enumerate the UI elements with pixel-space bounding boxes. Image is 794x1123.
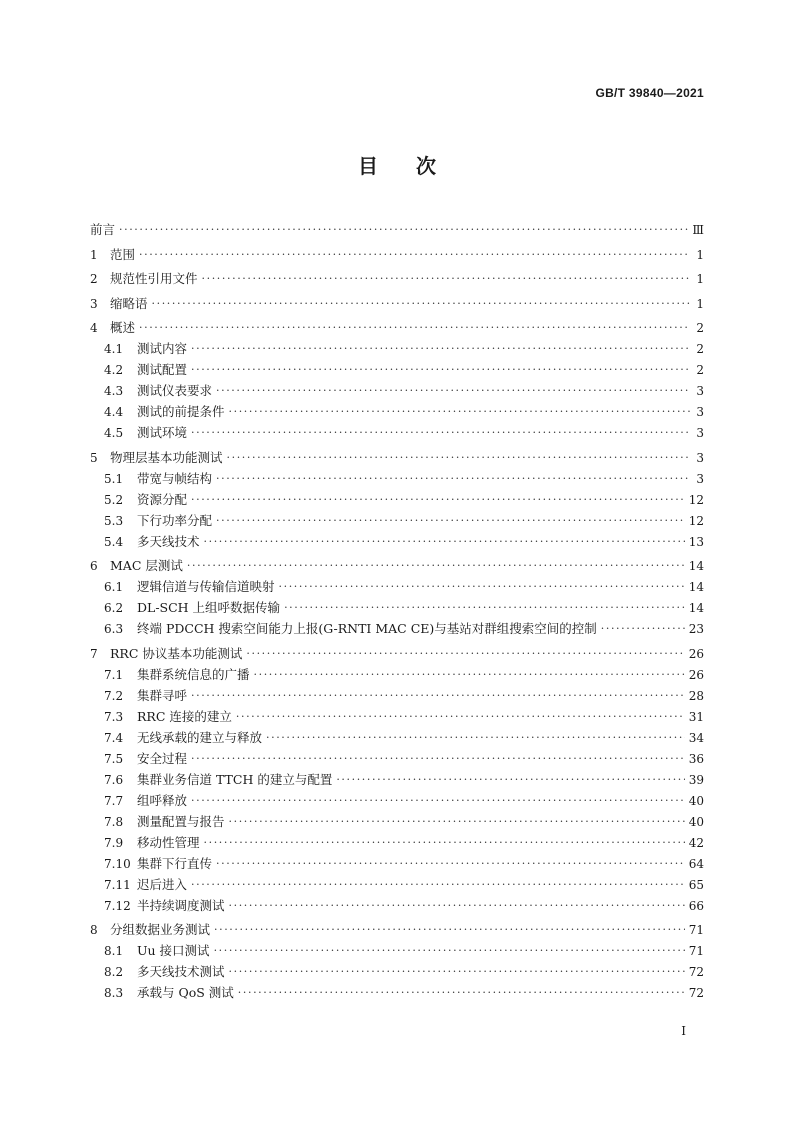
toc-entry[interactable] xyxy=(90,398,704,419)
toc-entry-page: 2 xyxy=(696,321,704,335)
toc-entry-label: 集群系统信息的广播 xyxy=(137,666,250,682)
toc-entry-label: 集群寻呼 xyxy=(137,687,188,703)
dot-leader xyxy=(204,836,685,850)
toc-entry[interactable] xyxy=(90,465,704,486)
toc-entry-number: 5.4 xyxy=(104,534,124,549)
toc-entry-page: 2 xyxy=(696,342,704,356)
toc-entry-label: 前言 xyxy=(90,222,116,237)
toc-entry-label: 测量配置与报告 xyxy=(137,813,225,829)
toc-entry-number: 6.1 xyxy=(104,580,124,594)
toc-entry-number: 7.6 xyxy=(104,772,124,787)
toc-entry-page: 34 xyxy=(688,730,704,745)
dot-leader xyxy=(601,622,685,636)
toc-entry-number: 7.3 xyxy=(104,709,124,724)
toc-entry-label: 终端 PDCCH 搜索空间能力上报(G-RNTI MAC CE)与基站对群组搜索空间的控制 xyxy=(137,621,597,636)
toc-entry-page: 26 xyxy=(688,667,704,682)
toc-entry-label: 半持续调度测试 xyxy=(137,897,225,913)
dot-leader xyxy=(266,731,685,745)
toc-entry-label: 迟后进入 xyxy=(137,876,188,892)
toc-entry-page: 65 xyxy=(688,877,704,892)
dot-leader xyxy=(191,342,690,356)
toc-entry-label: 带宽与帧结构 xyxy=(137,470,213,486)
dot-leader xyxy=(214,944,685,958)
toc-entry[interactable] xyxy=(90,265,704,286)
toc-entry[interactable] xyxy=(90,615,704,636)
toc-entry-label: 测试仪表要求 xyxy=(137,383,213,398)
toc-entry[interactable] xyxy=(90,871,704,892)
toc-entry-page: 72 xyxy=(688,986,704,1000)
toc-entry-page: 3 xyxy=(696,426,704,440)
toc-entry-page: 36 xyxy=(688,751,704,766)
dot-leader xyxy=(229,899,685,913)
dot-leader xyxy=(152,297,690,311)
toc-entry[interactable] xyxy=(90,594,704,615)
toc-entry-page: 71 xyxy=(688,944,704,958)
dot-leader xyxy=(191,878,685,892)
toc-entry[interactable] xyxy=(90,528,704,549)
toc-entry-label: 测试配置 xyxy=(137,362,188,377)
toc-entry-page: 42 xyxy=(688,835,704,850)
toc-entry-page: 3 xyxy=(696,405,704,419)
toc-entry-page: 14 xyxy=(688,559,704,573)
dot-leader xyxy=(191,794,685,808)
dot-leader xyxy=(216,384,690,398)
toc-entry-page: 14 xyxy=(688,601,704,615)
toc-entry-page: 1 xyxy=(696,272,704,286)
toc-entry[interactable] xyxy=(90,958,704,979)
toc-entry-label: 测试内容 xyxy=(137,341,188,356)
toc-entry-number: 7.10 xyxy=(104,856,131,871)
toc-entry-page: 3 xyxy=(696,471,704,486)
toc-entry-label: 概述 xyxy=(110,320,136,335)
toc-entry-page: 31 xyxy=(688,709,704,724)
toc-entry-number: 7.8 xyxy=(104,814,124,829)
dot-leader xyxy=(227,451,690,465)
toc-entry-label: 承载与 QoS 测试 xyxy=(137,985,234,1000)
toc-entry-number: 4.3 xyxy=(104,384,124,398)
toc-entry-number: 4.2 xyxy=(104,363,124,377)
toc-entry-number: 8.3 xyxy=(104,986,124,1000)
toc-entry-number: 8 xyxy=(90,923,98,937)
standard-code: GB/T 39840—2021 xyxy=(595,86,704,100)
dot-leader xyxy=(236,710,685,724)
toc-entry-label: 多天线技术 xyxy=(137,533,200,549)
toc-entry-label: 资源分配 xyxy=(137,491,188,507)
toc-entry[interactable] xyxy=(90,703,704,724)
dot-leader xyxy=(254,668,685,682)
toc-entry-number: 4 xyxy=(90,321,98,335)
toc-entry-number: 3 xyxy=(90,296,98,311)
toc-entry-number: 4.1 xyxy=(104,342,124,356)
toc-entry-number: 7.4 xyxy=(104,730,124,745)
toc-entry[interactable] xyxy=(90,486,704,507)
dot-leader xyxy=(191,426,690,440)
toc-entry[interactable] xyxy=(90,419,704,440)
toc-entry[interactable] xyxy=(90,507,704,528)
toc-entry-page: 26 xyxy=(688,646,704,661)
toc-entry-label: RRC 协议基本功能测试 xyxy=(110,645,243,661)
toc-entry-page: Ⅲ xyxy=(692,223,704,237)
dot-leader xyxy=(202,272,690,286)
toc-entry-label: 测试环境 xyxy=(137,425,188,440)
toc-entry-label: 移动性管理 xyxy=(137,834,200,850)
toc-entry[interactable] xyxy=(90,808,704,829)
toc-entry-number: 7.1 xyxy=(104,667,124,682)
toc-entry-number: 1 xyxy=(90,247,98,262)
toc-entry-page: 1 xyxy=(696,296,704,311)
dot-leader xyxy=(336,773,684,787)
toc-entry[interactable] xyxy=(90,787,704,808)
toc-entry[interactable] xyxy=(90,724,704,745)
toc-entry-number: 5 xyxy=(90,450,98,465)
toc-entry[interactable] xyxy=(90,314,704,335)
toc-entry[interactable] xyxy=(90,661,704,682)
toc-entry[interactable] xyxy=(90,241,704,262)
toc-entry-page: 23 xyxy=(688,622,704,636)
toc-entry-number: 4.5 xyxy=(104,426,124,440)
toc-entry[interactable] xyxy=(90,916,704,937)
toc-entry-label: 多天线技术测试 xyxy=(137,964,225,979)
toc-entry-page: 3 xyxy=(696,450,704,465)
toc-entry[interactable] xyxy=(90,640,704,661)
dot-leader xyxy=(229,965,685,979)
toc-entry-number: 7.2 xyxy=(104,688,124,703)
toc-entry-label: 物理层基本功能测试 xyxy=(110,449,223,465)
toc-entry[interactable] xyxy=(90,937,704,958)
toc-entry-page: 66 xyxy=(688,898,704,913)
toc-entry-page: 71 xyxy=(688,923,704,937)
toc-entry-page: 2 xyxy=(696,363,704,377)
toc-entry[interactable] xyxy=(90,335,704,356)
toc-entry[interactable] xyxy=(90,979,704,1000)
toc-entry-page: 40 xyxy=(688,814,704,829)
toc-entry-number: 5.2 xyxy=(104,492,124,507)
toc-entry[interactable] xyxy=(90,829,704,850)
toc-entry[interactable] xyxy=(90,444,704,465)
dot-leader xyxy=(191,689,685,703)
toc-entry-page: 12 xyxy=(688,492,704,507)
toc-entry[interactable] xyxy=(90,573,704,594)
toc-entry-label: 规范性引用文件 xyxy=(110,271,198,286)
toc-entry-label: 安全过程 xyxy=(137,750,188,766)
toc-entry-label: 逻辑信道与传输信道映射 xyxy=(137,579,275,594)
dot-leader xyxy=(216,514,685,528)
dot-leader xyxy=(229,405,690,419)
dot-leader xyxy=(246,647,684,661)
toc-entry-number: 4.4 xyxy=(104,405,124,419)
toc-entry[interactable] xyxy=(90,892,704,913)
toc-entry-label: MAC 层测试 xyxy=(110,558,183,573)
toc-entry-label: 范围 xyxy=(110,246,136,262)
toc-entry-label: 分组数据业务测试 xyxy=(110,922,211,937)
dot-leader xyxy=(139,321,690,335)
dot-leader xyxy=(191,493,685,507)
dot-leader xyxy=(119,223,688,237)
toc-entry-label: 下行功率分配 xyxy=(137,512,213,528)
dot-leader xyxy=(187,559,685,573)
dot-leader xyxy=(216,857,685,871)
toc-entry[interactable] xyxy=(90,766,704,787)
toc-entry-number: 8.1 xyxy=(104,944,124,958)
toc-entry-number: 7.7 xyxy=(104,793,124,808)
dot-leader xyxy=(191,752,685,766)
toc-entry-label: Uu 接口测试 xyxy=(137,943,210,958)
toc-entry[interactable] xyxy=(90,682,704,703)
toc-entry-label: 组呼释放 xyxy=(137,792,188,808)
toc-entry-label: 集群下行直传 xyxy=(137,855,213,871)
toc-entry-page: 39 xyxy=(688,772,704,787)
toc-entry-label: 集群业务信道 TTCH 的建立与配置 xyxy=(137,771,333,787)
toc-entry-page: 28 xyxy=(688,688,704,703)
toc-entry[interactable] xyxy=(90,356,704,377)
toc-entry-page: 13 xyxy=(688,534,704,549)
dot-leader xyxy=(284,601,685,615)
toc-entry-number: 6.3 xyxy=(104,622,124,636)
toc-entry-number: 5.3 xyxy=(104,513,124,528)
toc-entry-number: 7.12 xyxy=(104,898,131,913)
toc-entry-number: 6.2 xyxy=(104,601,124,615)
dot-leader xyxy=(238,986,685,1000)
toc-entry-page: 64 xyxy=(688,856,704,871)
dot-leader xyxy=(139,248,690,262)
toc-entry[interactable] xyxy=(90,850,704,871)
dot-leader xyxy=(204,535,685,549)
toc-entry-page: 14 xyxy=(688,580,704,594)
toc-entry-label: 测试的前提条件 xyxy=(137,404,225,419)
toc-entry[interactable] xyxy=(90,745,704,766)
toc-entry[interactable] xyxy=(90,290,704,311)
dot-leader xyxy=(216,472,690,486)
toc-entry-label: RRC 连接的建立 xyxy=(137,708,232,724)
dot-leader xyxy=(229,815,685,829)
toc-entry-label: 无线承载的建立与释放 xyxy=(137,729,263,745)
toc-entry-number: 7.11 xyxy=(104,877,131,892)
toc-entry-page: 1 xyxy=(696,247,704,262)
toc-entry[interactable] xyxy=(90,377,704,398)
toc-entry-page: 72 xyxy=(688,965,704,979)
toc-entry-page: 12 xyxy=(688,513,704,528)
toc-entry-label: DL-SCH 上组呼数据传输 xyxy=(137,600,281,615)
dot-leader xyxy=(214,923,685,937)
toc-entry[interactable] xyxy=(90,216,704,237)
toc-entry-page: 40 xyxy=(688,793,704,808)
toc-entry-number: 6 xyxy=(90,559,98,573)
toc-entry-label: 缩略语 xyxy=(110,295,148,311)
toc-entry-number: 7.5 xyxy=(104,751,124,766)
dot-leader xyxy=(279,580,685,594)
toc-entry-number: 5.1 xyxy=(104,471,124,486)
toc-entry-number: 7.9 xyxy=(104,835,124,850)
toc-entry[interactable] xyxy=(90,552,704,573)
page-number: I xyxy=(681,1024,686,1038)
table-of-contents xyxy=(90,216,704,1000)
toc-entry-number: 2 xyxy=(90,272,98,286)
page-title: 目次 xyxy=(358,154,474,178)
toc-entry-number: 7 xyxy=(90,646,98,661)
toc-entry-number: 8.2 xyxy=(104,965,124,979)
toc-entry-page: 3 xyxy=(696,384,704,398)
dot-leader xyxy=(191,363,690,377)
